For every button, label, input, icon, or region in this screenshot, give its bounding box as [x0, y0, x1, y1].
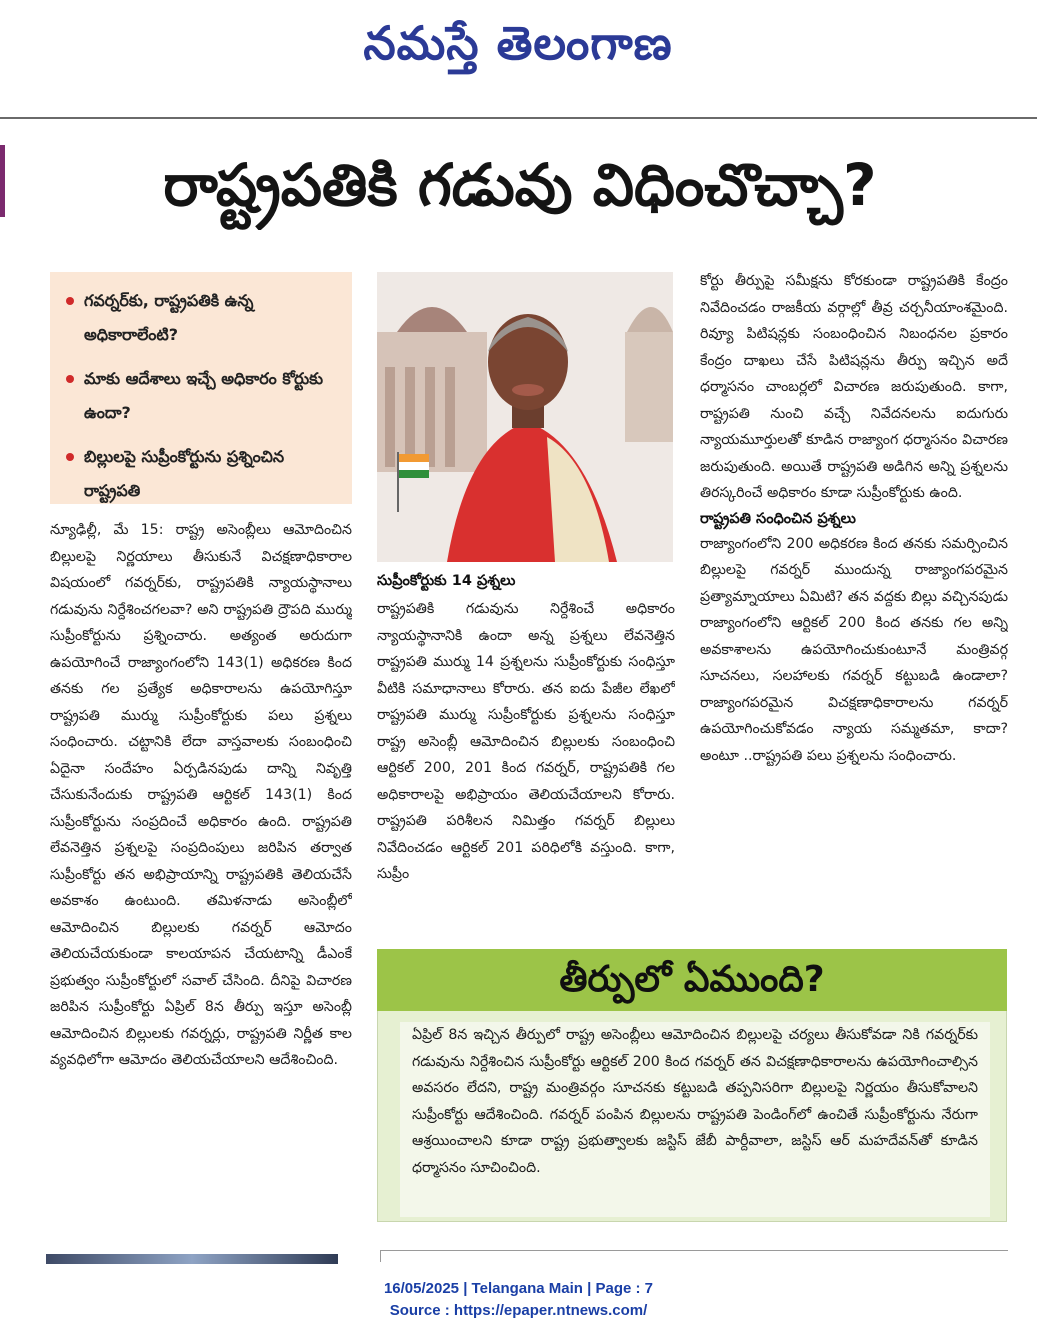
president-photo: [377, 272, 673, 562]
highlight-item: [66, 362, 338, 430]
highlight-text: బిల్లులపై సుప్రీంకోర్టును ప్రశ్నించిన రాష్ట్రపతి: [84, 447, 285, 500]
bullet-dot-icon: [66, 375, 74, 383]
next-article-frame: [380, 1250, 1008, 1262]
article-column-3: [700, 268, 1008, 938]
footer-date-page: 16/05/2025 | Telangana Main | Page : 7: [383, 1280, 654, 1297]
verdict-box-header: [377, 949, 1007, 1011]
newspaper-logo: నమస్తే తెలంగాణ: [363, 16, 673, 70]
page-footer: [0, 1278, 1037, 1338]
bullet-dot-icon: [66, 453, 74, 461]
headline-accent-bar: [0, 145, 5, 217]
column-3-subheading: రాష్ట్రపతి సంధించిన ప్రశ్నలు: [700, 510, 856, 527]
highlight-item: [66, 440, 338, 508]
photo-illustration: [377, 272, 673, 562]
highlight-item: [66, 284, 338, 352]
article-headline: రాష్ట్రపతికి గడువు విధించొచ్చా?: [163, 151, 877, 219]
highlights-box: [50, 272, 352, 504]
verdict-box-body: ఏప్రిల్ 8న ఇచ్చిన తీర్పులో రాష్ట్ర అసెంబ్లీలు ఆమోదించిన బిల్లులపై చర్యలు తీసుకోవడా నికి గవర్నర్‌కు గడువును నిర్దేశించిన సుప్రీంకోర్టు ఆర్టికల్ 200 కింద గవర్నర్ తన విచక్షణాధికారాలను ఉపయోగించాల్సిన అవసరం లేదని, రాష్ట్ర మంత్రివర్గం సూచనకు కట్టుబడి తప్పనిసరిగా బిల్లులపై నిర్ణయం తీసుకోవాలని సుప్రీంకోర్టు ఆదేశించింది. గవర్నర్ పంపిన బిల్లులను రాష్ట్రపతి పెండింగ్‌లో ఉంచితే సుప్రీంకోర్టును నేరుగా ఆశ్రయించాలని కూడా రాష్ట్ర ప్రభుత్వాలకు జస్టిస్ జేబీ పార్దీవాలా, జస్టిస్ ఆర్ మహదేవన్‌తో కూడిన ధర్మాసనం సూచించింది.: [400, 1022, 990, 1217]
verdict-box-title: తీర్పులో ఏముంది?: [559, 959, 825, 1000]
highlight-text: గవర్నర్‌కు, రాష్ట్రపతికి ఉన్న అధికారాలేంటి?: [84, 291, 254, 344]
highlight-text: మాకు ఆదేశాలు ఇచ్చే అధికారం కోర్టుకు ఉందా?: [84, 369, 324, 422]
masthead: [0, 0, 1037, 118]
next-article-image-strip: [46, 1254, 338, 1264]
masthead-divider: [0, 117, 1037, 119]
article-column-2: రాష్ట్రపతికి గడువును నిర్దేశించే అధికారం న్యాయస్థానానికి ఉందా అన్న ప్రశ్నలు లేవనెత్తిన రాష్ట్రపతి ముర్ము 14 ప్రశ్నలను సుప్రీంకోర్టుకు సంధిస్తూ వీటికి సమాధానాలు కోరారు. తన ఐదు పేజీల లేఖలో రాష్ట్రపతి ముర్ము సుప్రీంకోర్టుకు ప్రశ్నలను సంధిస్తూ రాష్ట్ర అసెంబ్లీ ఆమోదించిన బిల్లులకు సంబంధించి ఆర్టికల్ 200, 201 కింద గవర్నర్, రాష్ట్రపతికి గల అధికారాలపై అభిప్రాయం తెలియచేయాలని కోరారు. రాష్ట్రపతి పరిశీలన నిమిత్తం గవర్నర్ బిల్లులు నివేదించడం ఆర్టికల్ 201 పరిధిలోకి వస్తుంది. కాగా, సుప్రీం: [377, 601, 675, 882]
footer-source-link[interactable]: Source : https://epaper.ntnews.com/: [389, 1302, 648, 1319]
article-column-1: న్యూఢిల్లీ, మే 15: రాష్ట్ర అసెంబ్లీలు ఆమోదించిన బిల్లులపై నిర్ణయాలు తీసుకునే విచక్షణాధికారాల విషయంలో గవర్నర్‌కు, రాష్ట్రపతికి న్యాయస్థానాలు గడువును నిర్దేశించగలవా? అని రాష్ట్రపతి ద్రౌపది ముర్ము సుప్రీంకోర్టును ప్రశ్నించారు. అత్యంత అరుదుగా ఉపయోగించే రాజ్యాంగంలోని 143(1) అధికరణ కింద తనకు గల ప్రత్యేక అధికారాలను ఉపయోగిస్తూ రాష్ట్రపతి ముర్ము సుప్రీంకోర్టుకు పలు ప్రశ్నలు సంధించారు. చట్టానికి లేదా వాస్తవాలకు సంబంధించి ఏదైనా సందేహం ఏర్పడినపుడు దాన్ని నివృత్తి చేసుకునేందుకు రాష్ట్రపతి ఆర్టికల్ 143(1) కింద సుప్రీంకోర్టును సంప్రదించే అధికారం ఉంది. రాష్ట్రపతి లేవనెత్తిన ప్రశ్నలపై సంప్రదింపులు జరిపిన తర్వాత సుప్రీంకోర్టు తన అభిప్రాయాన్ని రాష్ట్రపతికి తెలియచేసే అవకాశం ఉంటుంది. తమిళనాడు అసెంబ్లీలో ఆమోదించిన బిల్లులకు గవర్నర్ ఆమోదం తెలియచేయకుండా కాలయాపన చేయటాన్ని డీఎంకే ప్రభుత్వం సుప్రీంకోర్టులో సవాల్ చేసింది. దీనిపై విచారణ జరిపిన సుప్రీంకోర్టు ఏప్రిల్ 8న తీర్పు ఇస్తూ అసెంబ్లీ ఆమోదించిన బిల్లులకు గవర్నర్లు, రాష్ట్రపతి నిర్ణీత కాల వ్యవధిలోగా ఆమోదం తెలియచేయాలని ఆదేశించింది.: [50, 522, 352, 1068]
column-3-paragraph-2: రాజ్యాంగంలోని 200 అధికరణ కింద తనకు సమర్పించిన బిల్లులపై గవర్నర్ ముందున్న రాజ్యాంగపరమైన ప్రత్యామ్నాయాలు ఏమిటి? తన వద్దకు బిల్లు వచ్చినపుడు రాజ్యాంగంలోని ఆర్టికల్ 200 కింద తనకు గల అన్ని అవకాశాలను ఉపయోగించుకుంటూనే మంత్రివర్గ సూచనలు, సలహాలకు గవర్నర్ కట్టుబడి ఉండాలా? రాజ్యాంగపరమైన విచక్షణాధికారాలను గవర్నర్ ఉపయోగించుకోవడం న్యాయ సమ్మతమా, కాదా? అంటూ ..రాష్ట్రపతి పలు ప్రశ్నలను సంధించారు.: [700, 535, 1008, 764]
photo-caption: సుప్రీంకోర్టుకు 14 ప్రశ్నలు: [377, 573, 516, 589]
bullet-dot-icon: [66, 297, 74, 305]
column-3-paragraph: కోర్టు తీర్పుపై సమీక్షను కోరకుండా రాష్ట్రపతికి కేంద్రం నివేదించడం రాజకీయ వర్గాల్లో తీవ్ర చర్చనీయాంశమైంది. రివ్యూ పిటిషన్లకు సంబంధించిన నిబంధనల ప్రకారం కేంద్రం దాఖలు చేసే పిటిషన్లను తీర్పు ఇచ్చిన అదే ధర్మాసనం చాంబర్లలో విచారణ జరుపుతుంది. కాగా, రాష్ట్రపతి నుంచి వచ్చే నివేదనలను ఐదుగురు న్యాయమూర్తులతో కూడిన రాజ్యాంగ ధర్మాసనం విచారణ జరుపుతుంది. అయితే రాష్ట్రపతి అడిగిన అన్ని ప్రశ్నలను తిరస్కరించే అధికారం కూడా సుప్రీంకోర్టుకు ఉంది.: [700, 273, 1008, 501]
